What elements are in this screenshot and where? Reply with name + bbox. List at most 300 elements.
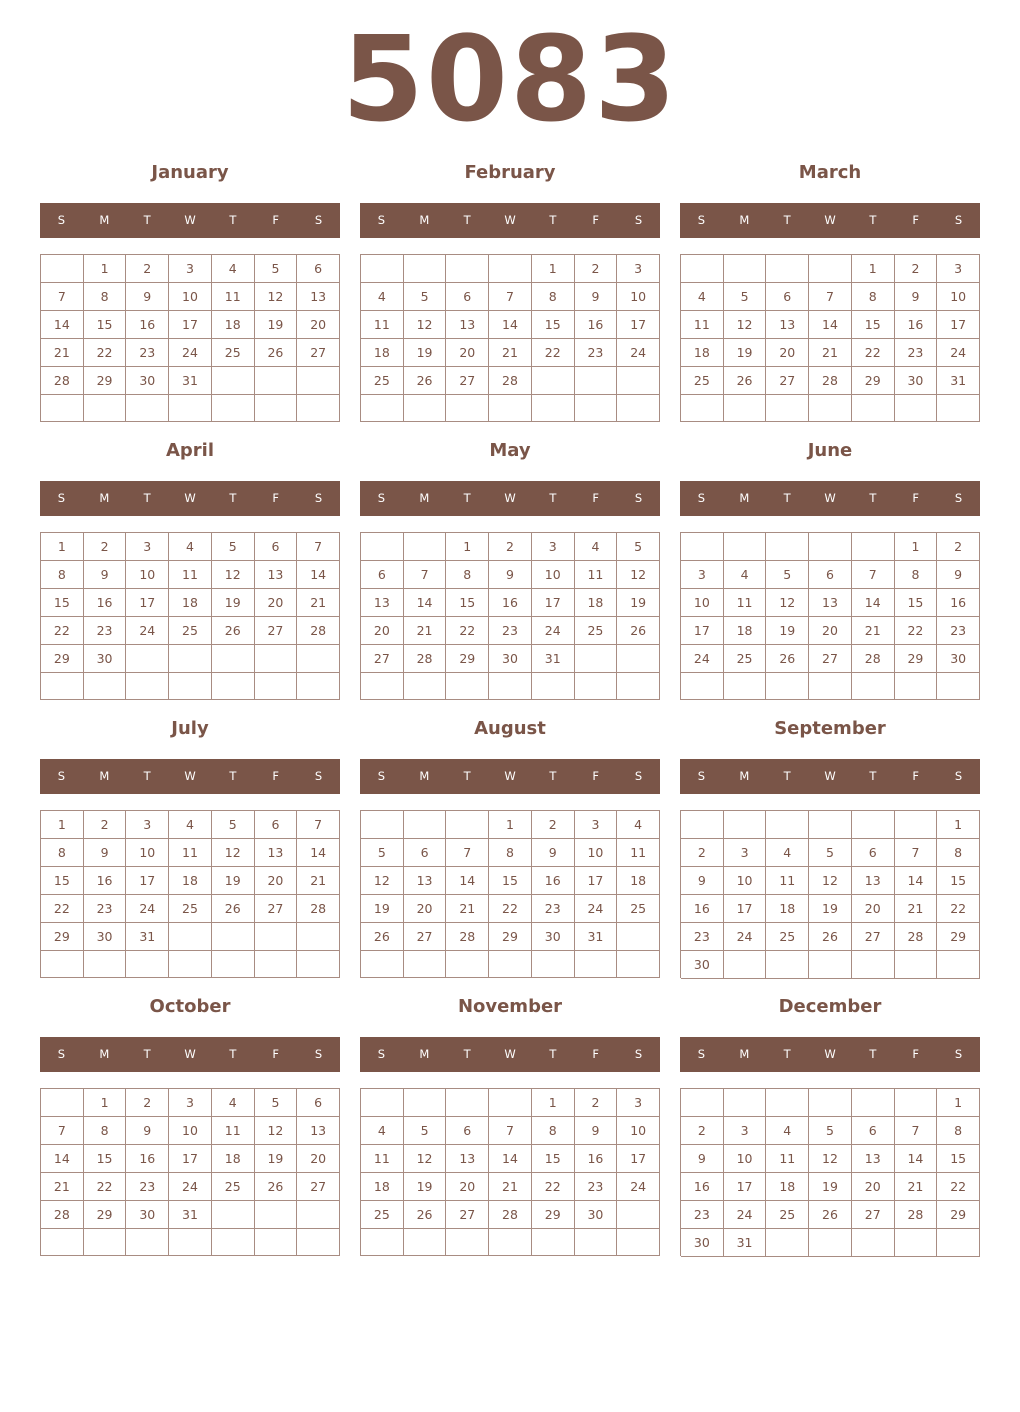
weekday-label: M xyxy=(739,769,750,783)
day-cell: 30 xyxy=(937,645,980,673)
weekday-label: F xyxy=(272,491,280,505)
weekday-header xyxy=(360,481,660,516)
day-cell: 24 xyxy=(724,923,767,951)
day-cell: 3 xyxy=(681,561,724,589)
day-cell: 8 xyxy=(446,561,489,589)
day-cell: 15 xyxy=(852,311,895,339)
day-cell: 29 xyxy=(937,923,980,951)
day-cell: 18 xyxy=(575,589,618,617)
day-cell: 18 xyxy=(212,311,255,339)
weekday-label: S xyxy=(57,213,66,227)
day-cell: 11 xyxy=(575,561,618,589)
weekday-label: W xyxy=(824,769,836,783)
day-cell xyxy=(169,923,212,951)
day-cell xyxy=(766,811,809,839)
day-cell: 9 xyxy=(84,561,127,589)
day-cell: 25 xyxy=(766,923,809,951)
day-cell: 29 xyxy=(489,923,532,951)
day-cell xyxy=(361,811,404,839)
weekday-label: M xyxy=(419,1047,430,1061)
day-cell: 12 xyxy=(766,589,809,617)
day-cell xyxy=(361,1089,404,1117)
weekday-label: S xyxy=(697,1047,706,1061)
day-cell: 15 xyxy=(895,589,938,617)
day-cell: 23 xyxy=(126,339,169,367)
weekday-header xyxy=(360,203,660,238)
day-cell: 25 xyxy=(361,1201,404,1229)
day-cell: 24 xyxy=(681,645,724,673)
day-cell xyxy=(809,673,852,700)
day-cell: 15 xyxy=(84,1145,127,1173)
day-cell: 2 xyxy=(532,811,575,839)
day-cell: 6 xyxy=(852,839,895,867)
day-cell: 14 xyxy=(404,589,447,617)
day-cell: 26 xyxy=(809,1201,852,1229)
month-name: December xyxy=(778,996,882,1017)
day-cell: 11 xyxy=(724,589,767,617)
day-cell: 18 xyxy=(617,867,660,895)
day-cell: 16 xyxy=(84,589,127,617)
day-cell: 18 xyxy=(361,339,404,367)
day-cell: 3 xyxy=(169,1089,212,1117)
day-cell: 7 xyxy=(489,283,532,311)
weekday-label: W xyxy=(504,1047,516,1061)
day-cell xyxy=(809,395,852,422)
day-cell xyxy=(84,673,127,700)
day-cell xyxy=(361,395,404,422)
day-cell xyxy=(937,673,980,700)
day-cell: 13 xyxy=(809,589,852,617)
weekday-label: T xyxy=(229,769,237,783)
day-cell: 10 xyxy=(937,283,980,311)
day-cell xyxy=(532,673,575,700)
weekday-label: T xyxy=(549,213,557,227)
day-cell: 2 xyxy=(575,255,618,283)
day-cell: 16 xyxy=(126,1145,169,1173)
day-cell xyxy=(895,395,938,422)
day-cell xyxy=(297,1229,340,1256)
weekday-label: M xyxy=(99,213,110,227)
weekday-label: W xyxy=(824,213,836,227)
day-cell: 28 xyxy=(489,367,532,395)
day-cell: 20 xyxy=(852,895,895,923)
day-cell: 21 xyxy=(41,1173,84,1201)
day-cell xyxy=(41,255,84,283)
day-cell xyxy=(297,673,340,700)
day-cell: 16 xyxy=(84,867,127,895)
weekday-label: T xyxy=(463,491,471,505)
day-cell: 24 xyxy=(169,339,212,367)
day-cell: 19 xyxy=(404,339,447,367)
day-cell: 26 xyxy=(617,617,660,645)
month-name: November xyxy=(457,996,563,1017)
day-cell: 27 xyxy=(809,645,852,673)
day-cell: 22 xyxy=(41,617,84,645)
day-cell: 12 xyxy=(212,839,255,867)
weekday-label: T xyxy=(143,213,151,227)
day-cell: 11 xyxy=(361,1145,404,1173)
day-cell: 29 xyxy=(84,1201,127,1229)
day-cell: 28 xyxy=(297,895,340,923)
day-cell xyxy=(361,1229,404,1256)
weekday-header xyxy=(40,759,340,794)
day-cell: 5 xyxy=(212,811,255,839)
day-cell: 29 xyxy=(895,645,938,673)
day-cell: 13 xyxy=(446,311,489,339)
day-cell: 12 xyxy=(809,1145,852,1173)
day-cell: 25 xyxy=(617,895,660,923)
weekday-label: T xyxy=(463,213,471,227)
day-cell: 28 xyxy=(41,367,84,395)
day-grid xyxy=(40,810,340,978)
day-cell: 24 xyxy=(937,339,980,367)
day-cell: 28 xyxy=(404,645,447,673)
day-cell: 12 xyxy=(255,283,298,311)
weekday-label: S xyxy=(954,769,963,783)
day-cell: 16 xyxy=(895,311,938,339)
weekday-label: T xyxy=(869,1047,877,1061)
day-cell: 4 xyxy=(766,1117,809,1145)
day-cell xyxy=(575,645,618,673)
day-cell: 17 xyxy=(169,1145,212,1173)
day-grid xyxy=(680,810,980,978)
day-cell xyxy=(681,255,724,283)
day-cell xyxy=(489,673,532,700)
month-name: September xyxy=(774,718,886,739)
weekday-label: M xyxy=(99,769,110,783)
day-cell xyxy=(617,645,660,673)
day-cell: 28 xyxy=(41,1201,84,1229)
day-cell: 30 xyxy=(681,951,724,979)
day-cell xyxy=(809,951,852,979)
day-cell xyxy=(297,395,340,422)
day-cell xyxy=(446,673,489,700)
day-cell xyxy=(895,951,938,979)
day-cell: 15 xyxy=(937,1145,980,1173)
month-name: July xyxy=(171,718,209,739)
day-cell: 21 xyxy=(297,867,340,895)
day-cell: 14 xyxy=(41,311,84,339)
day-cell: 22 xyxy=(446,617,489,645)
day-cell: 3 xyxy=(724,1117,767,1145)
weekday-label: W xyxy=(504,769,516,783)
day-cell: 12 xyxy=(255,1117,298,1145)
day-cell: 13 xyxy=(446,1145,489,1173)
day-cell: 4 xyxy=(575,533,618,561)
day-cell: 26 xyxy=(255,1173,298,1201)
day-cell: 5 xyxy=(617,533,660,561)
day-cell: 27 xyxy=(297,1173,340,1201)
weekday-label: W xyxy=(824,491,836,505)
day-cell: 7 xyxy=(809,283,852,311)
day-cell: 3 xyxy=(126,811,169,839)
day-cell: 6 xyxy=(297,1089,340,1117)
month-name: March xyxy=(798,162,862,183)
day-cell: 12 xyxy=(724,311,767,339)
day-cell xyxy=(404,1229,447,1256)
day-cell: 26 xyxy=(212,895,255,923)
day-cell xyxy=(212,673,255,700)
day-cell: 8 xyxy=(852,283,895,311)
day-cell: 30 xyxy=(126,1201,169,1229)
day-cell xyxy=(895,673,938,700)
day-cell xyxy=(404,951,447,978)
day-cell: 31 xyxy=(169,367,212,395)
day-cell: 29 xyxy=(532,1201,575,1229)
day-cell xyxy=(617,367,660,395)
day-cell: 4 xyxy=(766,839,809,867)
day-cell: 26 xyxy=(404,367,447,395)
day-cell: 16 xyxy=(489,589,532,617)
day-cell xyxy=(84,951,127,978)
weekday-label: T xyxy=(783,1047,791,1061)
day-cell xyxy=(809,1229,852,1257)
day-cell: 25 xyxy=(169,895,212,923)
day-cell xyxy=(575,367,618,395)
weekday-label: F xyxy=(592,1047,600,1061)
day-grid xyxy=(680,532,980,700)
day-cell: 14 xyxy=(297,839,340,867)
month-name: January xyxy=(151,162,229,183)
day-cell: 30 xyxy=(895,367,938,395)
day-cell xyxy=(446,395,489,422)
day-cell xyxy=(724,951,767,979)
day-cell: 27 xyxy=(361,645,404,673)
day-cell: 3 xyxy=(575,811,618,839)
day-grid xyxy=(360,532,660,700)
day-cell: 30 xyxy=(681,1229,724,1257)
day-cell xyxy=(937,951,980,979)
day-cell: 19 xyxy=(404,1173,447,1201)
day-cell: 18 xyxy=(681,339,724,367)
day-cell xyxy=(681,673,724,700)
day-cell: 27 xyxy=(446,1201,489,1229)
day-cell xyxy=(724,533,767,561)
day-cell: 23 xyxy=(489,617,532,645)
day-cell: 18 xyxy=(766,895,809,923)
day-cell xyxy=(617,1229,660,1256)
day-cell: 4 xyxy=(169,533,212,561)
day-cell xyxy=(169,673,212,700)
day-cell: 10 xyxy=(575,839,618,867)
day-cell: 2 xyxy=(126,255,169,283)
day-cell xyxy=(724,255,767,283)
day-cell: 12 xyxy=(617,561,660,589)
weekday-label: S xyxy=(314,491,323,505)
day-cell: 19 xyxy=(809,1173,852,1201)
day-cell: 4 xyxy=(169,811,212,839)
day-cell: 24 xyxy=(169,1173,212,1201)
day-cell: 4 xyxy=(617,811,660,839)
day-cell: 22 xyxy=(895,617,938,645)
day-cell: 23 xyxy=(575,339,618,367)
day-cell: 29 xyxy=(41,923,84,951)
weekday-label: W xyxy=(184,491,196,505)
day-cell: 11 xyxy=(766,1145,809,1173)
day-cell: 23 xyxy=(895,339,938,367)
day-cell: 11 xyxy=(169,561,212,589)
day-cell: 29 xyxy=(937,1201,980,1229)
day-cell xyxy=(361,673,404,700)
day-cell: 20 xyxy=(852,1173,895,1201)
day-cell: 23 xyxy=(532,895,575,923)
day-cell: 9 xyxy=(895,283,938,311)
day-cell: 27 xyxy=(446,367,489,395)
day-cell: 27 xyxy=(297,339,340,367)
day-cell: 3 xyxy=(532,533,575,561)
weekday-header xyxy=(360,1037,660,1072)
day-cell xyxy=(126,673,169,700)
day-cell: 9 xyxy=(126,283,169,311)
day-cell: 14 xyxy=(489,1145,532,1173)
weekday-header xyxy=(680,481,980,516)
day-cell: 5 xyxy=(212,533,255,561)
month-name: May xyxy=(489,440,531,461)
weekday-label: F xyxy=(592,213,600,227)
weekday-label: S xyxy=(377,491,386,505)
day-cell: 29 xyxy=(84,367,127,395)
day-cell: 14 xyxy=(297,561,340,589)
day-cell xyxy=(532,367,575,395)
day-cell: 19 xyxy=(724,339,767,367)
day-cell xyxy=(895,1229,938,1257)
day-cell: 11 xyxy=(212,283,255,311)
day-cell: 31 xyxy=(937,367,980,395)
weekday-label: T xyxy=(869,769,877,783)
day-cell: 20 xyxy=(446,1173,489,1201)
weekday-label: W xyxy=(184,213,196,227)
weekday-label: S xyxy=(954,213,963,227)
day-cell: 17 xyxy=(617,311,660,339)
day-cell: 23 xyxy=(681,1201,724,1229)
day-cell: 31 xyxy=(724,1229,767,1257)
day-cell xyxy=(724,395,767,422)
day-cell: 2 xyxy=(937,533,980,561)
day-cell xyxy=(766,673,809,700)
day-cell xyxy=(212,1201,255,1229)
day-cell xyxy=(404,395,447,422)
day-cell xyxy=(404,533,447,561)
day-cell: 20 xyxy=(255,867,298,895)
day-cell: 26 xyxy=(404,1201,447,1229)
day-cell: 25 xyxy=(212,1173,255,1201)
day-cell xyxy=(169,1229,212,1256)
day-cell: 15 xyxy=(446,589,489,617)
day-cell: 7 xyxy=(297,533,340,561)
day-cell: 2 xyxy=(126,1089,169,1117)
day-cell: 15 xyxy=(532,1145,575,1173)
day-cell: 6 xyxy=(809,561,852,589)
day-cell: 21 xyxy=(404,617,447,645)
day-cell: 16 xyxy=(681,1173,724,1201)
day-cell xyxy=(41,1089,84,1117)
day-cell xyxy=(169,645,212,673)
day-cell xyxy=(361,255,404,283)
day-cell: 20 xyxy=(255,589,298,617)
day-cell: 13 xyxy=(361,589,404,617)
day-cell: 17 xyxy=(724,1173,767,1201)
day-cell xyxy=(489,1089,532,1117)
day-cell: 2 xyxy=(84,533,127,561)
day-cell: 17 xyxy=(126,867,169,895)
weekday-label: M xyxy=(419,491,430,505)
day-cell: 3 xyxy=(126,533,169,561)
day-cell: 21 xyxy=(895,895,938,923)
day-grid xyxy=(360,254,660,422)
day-cell: 15 xyxy=(937,867,980,895)
day-cell xyxy=(446,811,489,839)
day-cell: 14 xyxy=(809,311,852,339)
day-cell: 17 xyxy=(126,589,169,617)
day-cell: 5 xyxy=(724,283,767,311)
weekday-label: T xyxy=(549,491,557,505)
day-cell: 6 xyxy=(852,1117,895,1145)
day-cell xyxy=(41,395,84,422)
day-cell: 8 xyxy=(532,283,575,311)
day-cell: 30 xyxy=(84,923,127,951)
day-cell: 9 xyxy=(681,1145,724,1173)
day-cell: 14 xyxy=(852,589,895,617)
day-cell xyxy=(724,673,767,700)
day-cell: 25 xyxy=(575,617,618,645)
weekday-label: W xyxy=(504,491,516,505)
day-cell: 2 xyxy=(575,1089,618,1117)
day-cell xyxy=(212,645,255,673)
day-cell: 1 xyxy=(489,811,532,839)
day-cell: 6 xyxy=(361,561,404,589)
day-cell xyxy=(895,811,938,839)
day-cell: 24 xyxy=(724,1201,767,1229)
day-cell: 29 xyxy=(41,645,84,673)
day-cell: 28 xyxy=(895,923,938,951)
day-cell: 16 xyxy=(937,589,980,617)
day-cell: 10 xyxy=(617,1117,660,1145)
weekday-label: S xyxy=(697,491,706,505)
day-cell: 6 xyxy=(446,283,489,311)
day-grid xyxy=(680,1088,980,1256)
day-cell: 16 xyxy=(575,1145,618,1173)
day-cell xyxy=(212,395,255,422)
day-cell xyxy=(766,395,809,422)
day-cell: 11 xyxy=(361,311,404,339)
day-cell: 23 xyxy=(681,923,724,951)
weekday-label: T xyxy=(143,769,151,783)
day-cell: 21 xyxy=(489,1173,532,1201)
day-grid xyxy=(360,810,660,978)
day-cell: 8 xyxy=(937,1117,980,1145)
day-cell: 26 xyxy=(724,367,767,395)
day-cell: 24 xyxy=(617,1173,660,1201)
day-cell: 1 xyxy=(41,811,84,839)
day-cell: 28 xyxy=(297,617,340,645)
day-cell xyxy=(297,951,340,978)
day-cell: 16 xyxy=(126,311,169,339)
day-cell: 9 xyxy=(937,561,980,589)
day-cell xyxy=(617,951,660,978)
day-cell: 30 xyxy=(575,1201,618,1229)
day-cell xyxy=(404,1089,447,1117)
day-cell: 9 xyxy=(575,1117,618,1145)
day-cell: 24 xyxy=(532,617,575,645)
month-name: February xyxy=(464,162,556,183)
weekday-label: S xyxy=(954,491,963,505)
weekday-label: T xyxy=(229,491,237,505)
day-cell: 8 xyxy=(84,283,127,311)
day-cell xyxy=(724,811,767,839)
day-cell: 18 xyxy=(212,1145,255,1173)
day-cell: 22 xyxy=(852,339,895,367)
day-cell xyxy=(766,1089,809,1117)
